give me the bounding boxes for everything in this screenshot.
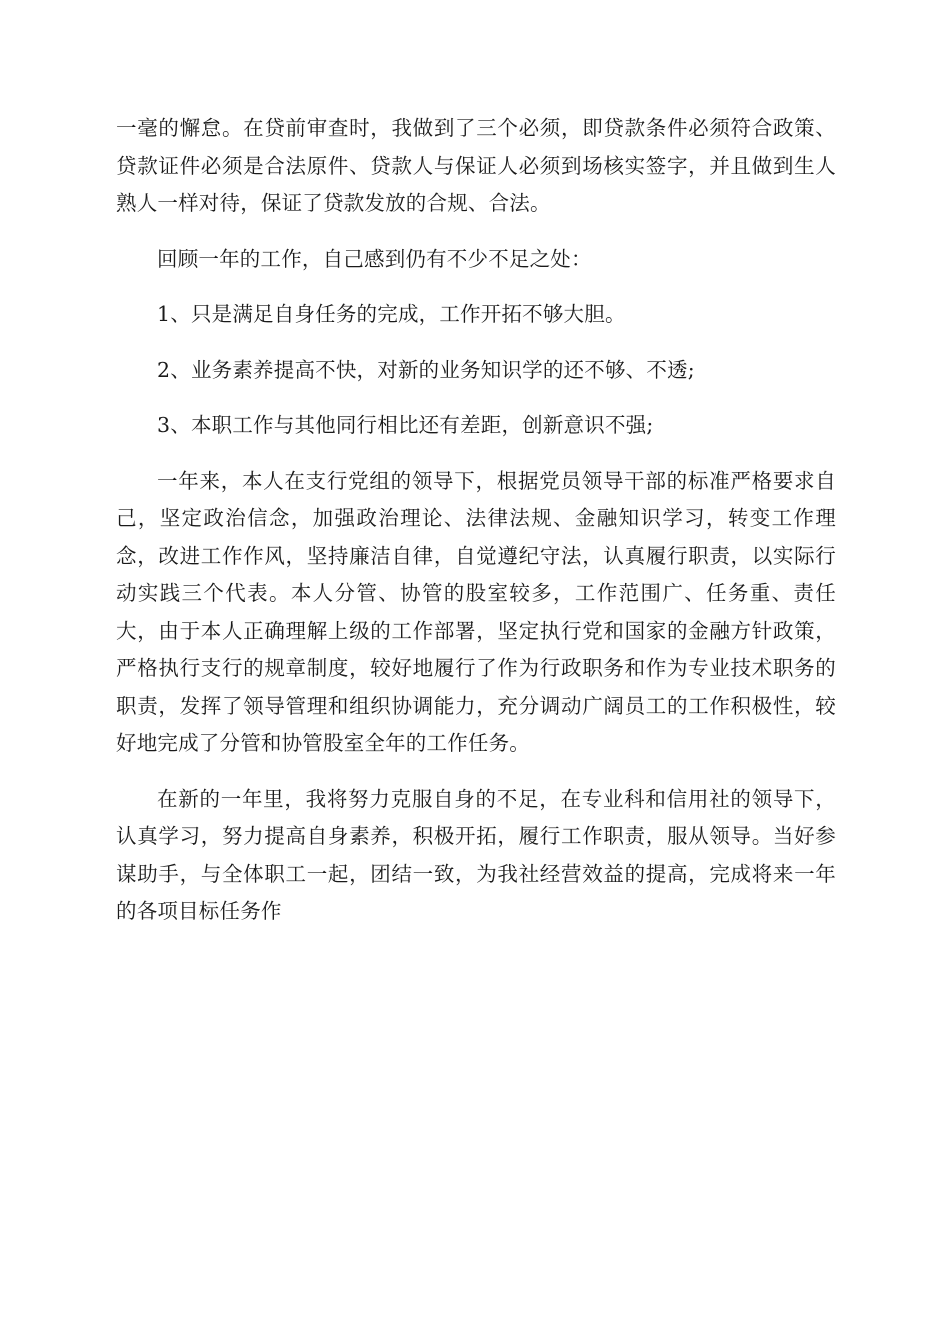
list-item-2: 2、业务素养提高不快，对新的业务知识学的还不够、不透; (157, 357, 695, 382)
document-body (116, 110, 836, 931)
list-item-3: 3、本职工作与其他同行相比还有差距，创新意识不强; (157, 413, 654, 437)
paragraph-new-year-plan: 在新的一年里，我将努力克服自身的不足，在专业科和信用社的领导下，认真学习，努力提高自身素养，积极开拓，履行工作职责，服从领导。当好参谋助手，与全体职工一起，团结一致，为我社经营效益的提高，完成将来一年的各项目标任务作 (116, 786, 836, 923)
list-item-1: 1、只是满足自身任务的完成，工作开拓不够大胆。 (157, 302, 626, 326)
paragraph-year-review: 一年来，本人在支行党组的领导下，根据党员领导干部的标准严格要求自己，坚定政治信念，加强政治理论、法律法规、金融知识学习，转变工作理念，改进工作作风，坚持廉洁自律，自觉遵纪守法，认真履行职责，以实际行动实践三个代表。本人分管、协管的股室较多，工作范围广、任务重、责任大，由于本人正确理解上级的工作部署，坚定执行党和国家的金融方针政策，严格执行支行的规章制度，较好地履行了作为行政职务和作为专业技术职务的职责，发挥了领导管理和组织协调能力，充分调动广阔员工的工作积极性，较好地完成了分管和协管股室全年的工作任务。 (116, 468, 836, 755)
paragraph-shortcomings-intro: 回顾一年的工作，自己感到仍有不少不足之处： (157, 246, 592, 271)
paragraph-continuation: 一毫的懈怠。在贷前审查时，我做到了三个必须，即贷款条件必须符合政策、贷款证件必须是合法原件、贷款人与保证人必须到场核实签字，并且做到生人熟人一样对待，保证了贷款发放的合规、合法。 (116, 116, 836, 215)
